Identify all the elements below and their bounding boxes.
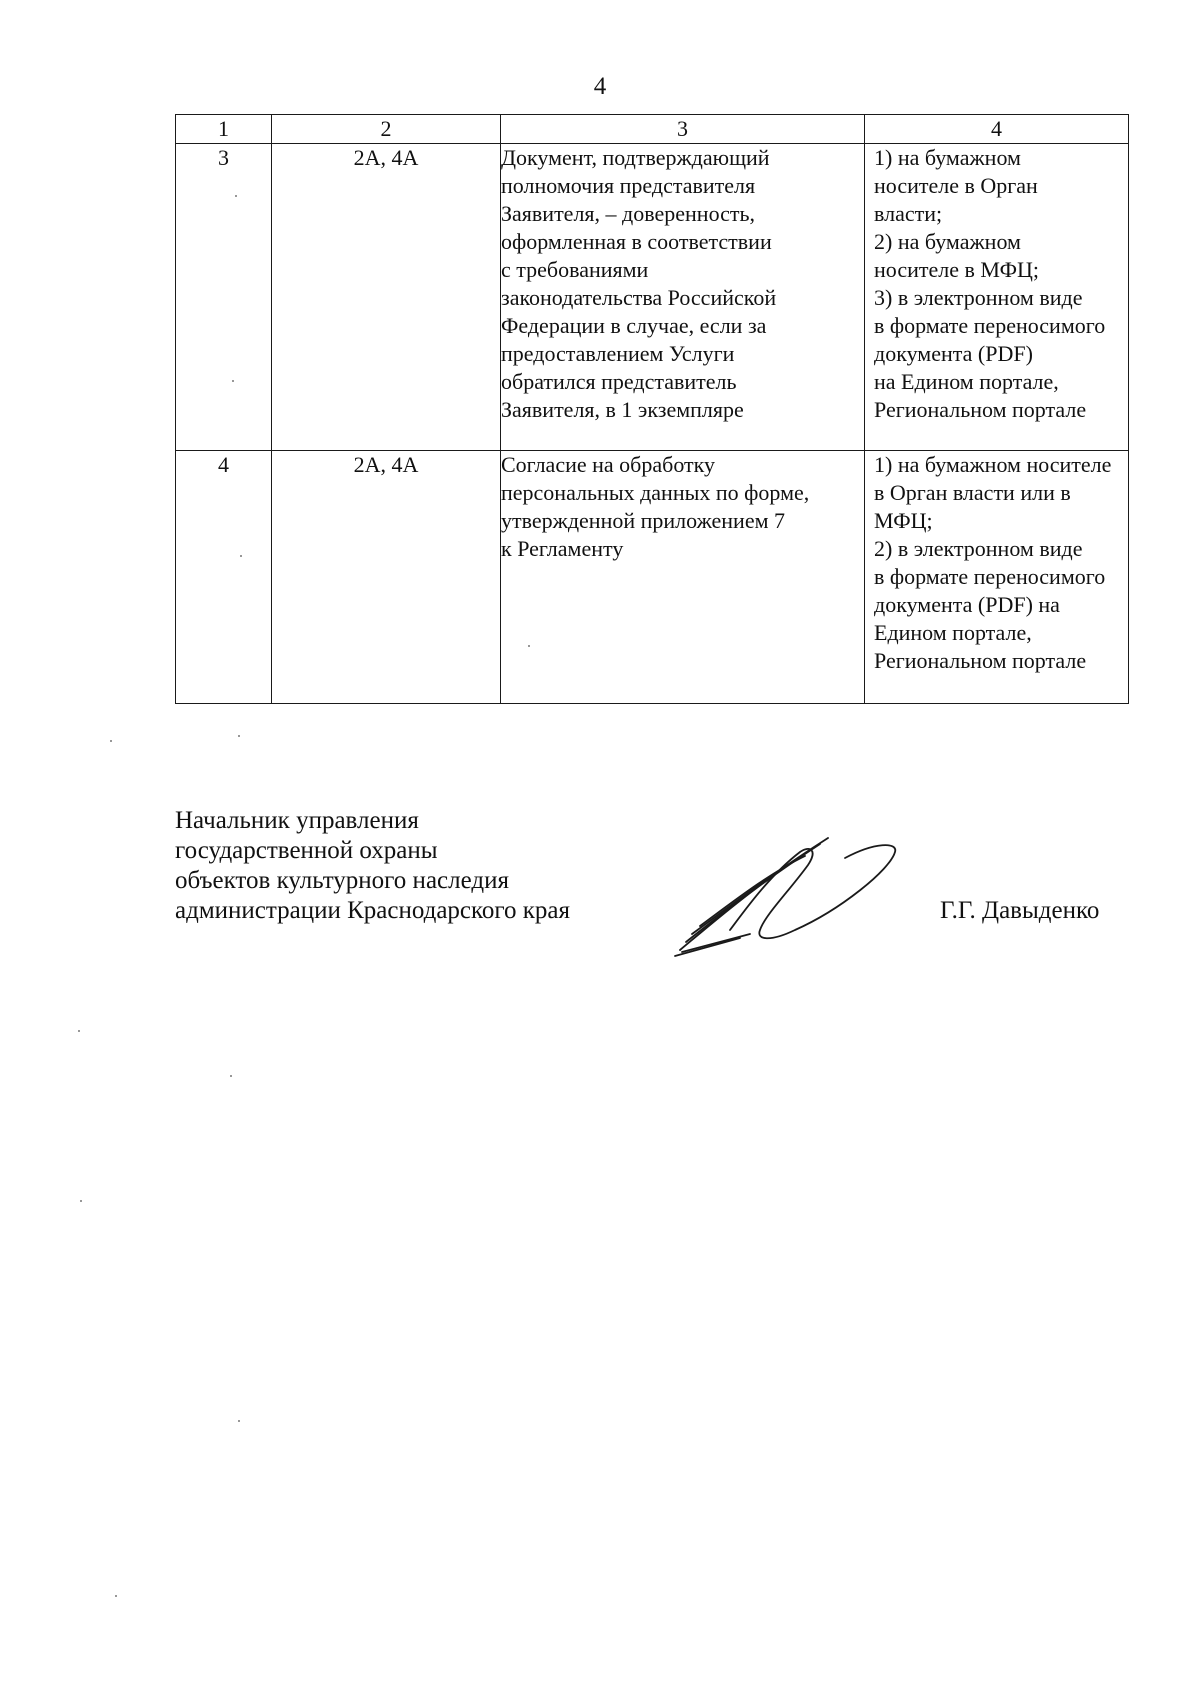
scan-speck xyxy=(230,1075,232,1077)
cell-line: носителе в МФЦ; xyxy=(874,257,1040,282)
scan-speck xyxy=(78,1030,80,1032)
cell-line: с требованиями xyxy=(501,257,649,282)
table-row xyxy=(176,451,1129,704)
cell-line: законодательства Российской xyxy=(501,285,777,310)
cell-line: на Едином портале, xyxy=(874,369,1059,394)
column-header-1: 1 xyxy=(176,115,272,144)
signatory-position xyxy=(175,806,570,926)
scan-speck xyxy=(238,1420,240,1422)
position-line: администрации Краснодарского края xyxy=(175,897,571,924)
column-header-4: 4 xyxy=(865,115,1129,144)
cell-line: власти; xyxy=(874,201,943,226)
cell-line: 1) на бумажном xyxy=(874,145,1021,170)
scan-speck xyxy=(115,1595,117,1597)
documents-table xyxy=(175,114,1129,704)
table-row xyxy=(176,144,1129,451)
cell-line: Согласие на обработку xyxy=(501,452,716,477)
cell-line: документа (PDF) на xyxy=(874,592,1060,617)
scan-speck xyxy=(232,380,234,382)
cell-line: 3) в электронном виде xyxy=(874,285,1083,310)
cell-line: 2) в электронном виде xyxy=(874,536,1083,561)
cell-line: персональных данных по форме, xyxy=(501,480,810,505)
position-line: государственной охраны xyxy=(175,837,438,864)
cell-line: МФЦ; xyxy=(874,508,933,533)
cell-line: Региональном портале xyxy=(874,648,1087,673)
cell-line: носителе в Орган xyxy=(874,173,1038,198)
scan-speck xyxy=(235,195,237,197)
cell-line: утвержденной приложением 7 xyxy=(501,508,786,533)
cell-line: Федерации в случае, если за xyxy=(501,313,767,338)
column-header-2: 2 xyxy=(272,115,501,144)
cell-line: Документ, подтверждающий xyxy=(501,145,770,170)
scan-speck xyxy=(240,555,242,557)
position-line: объектов культурного наследия xyxy=(175,867,509,894)
column-header-3: 3 xyxy=(501,115,865,144)
cell-line: в Орган власти или в xyxy=(874,480,1071,505)
row-number-cell: 4 xyxy=(176,451,272,704)
submission-method-cell xyxy=(865,451,1129,704)
cell-line: Заявителя, – доверенность, xyxy=(501,201,756,226)
applicant-codes-cell: 2А, 4А xyxy=(272,451,501,704)
cell-line: к Регламенту xyxy=(501,536,624,561)
scan-speck xyxy=(110,740,112,742)
scan-speck xyxy=(238,735,240,737)
submission-method-cell xyxy=(865,144,1129,451)
cell-line: документа (PDF) xyxy=(874,341,1033,366)
cell-line: 2) на бумажном xyxy=(874,229,1021,254)
row-number-cell: 3 xyxy=(176,144,272,451)
applicant-codes-cell: 2А, 4А xyxy=(272,144,501,451)
cell-line: полномочия представителя xyxy=(501,173,756,198)
cell-line: Заявителя, в 1 экземпляре xyxy=(501,397,744,422)
cell-line: Едином портале, xyxy=(874,620,1032,645)
document-description-cell xyxy=(501,451,865,704)
scan-speck xyxy=(80,1200,82,1202)
cell-line: 1) на бумажном носителе xyxy=(874,452,1112,477)
cell-line: предоставлением Услуги xyxy=(501,341,735,366)
table-header-row xyxy=(176,115,1129,144)
page-number: 4 xyxy=(593,73,607,100)
position-line: Начальник управления xyxy=(175,807,419,834)
handwritten-signature xyxy=(670,830,920,960)
cell-line: обратился представитель xyxy=(501,369,737,394)
cell-line: Региональном портале xyxy=(874,397,1087,422)
signatory-name: Г.Г. Давыденко xyxy=(940,897,1100,924)
cell-line: в формате переносимого xyxy=(874,313,1106,338)
cell-line: в формате переносимого xyxy=(874,564,1106,589)
cell-line: оформленная в соответствии xyxy=(501,229,772,254)
scan-speck xyxy=(528,645,530,647)
document-description-cell xyxy=(501,144,865,451)
